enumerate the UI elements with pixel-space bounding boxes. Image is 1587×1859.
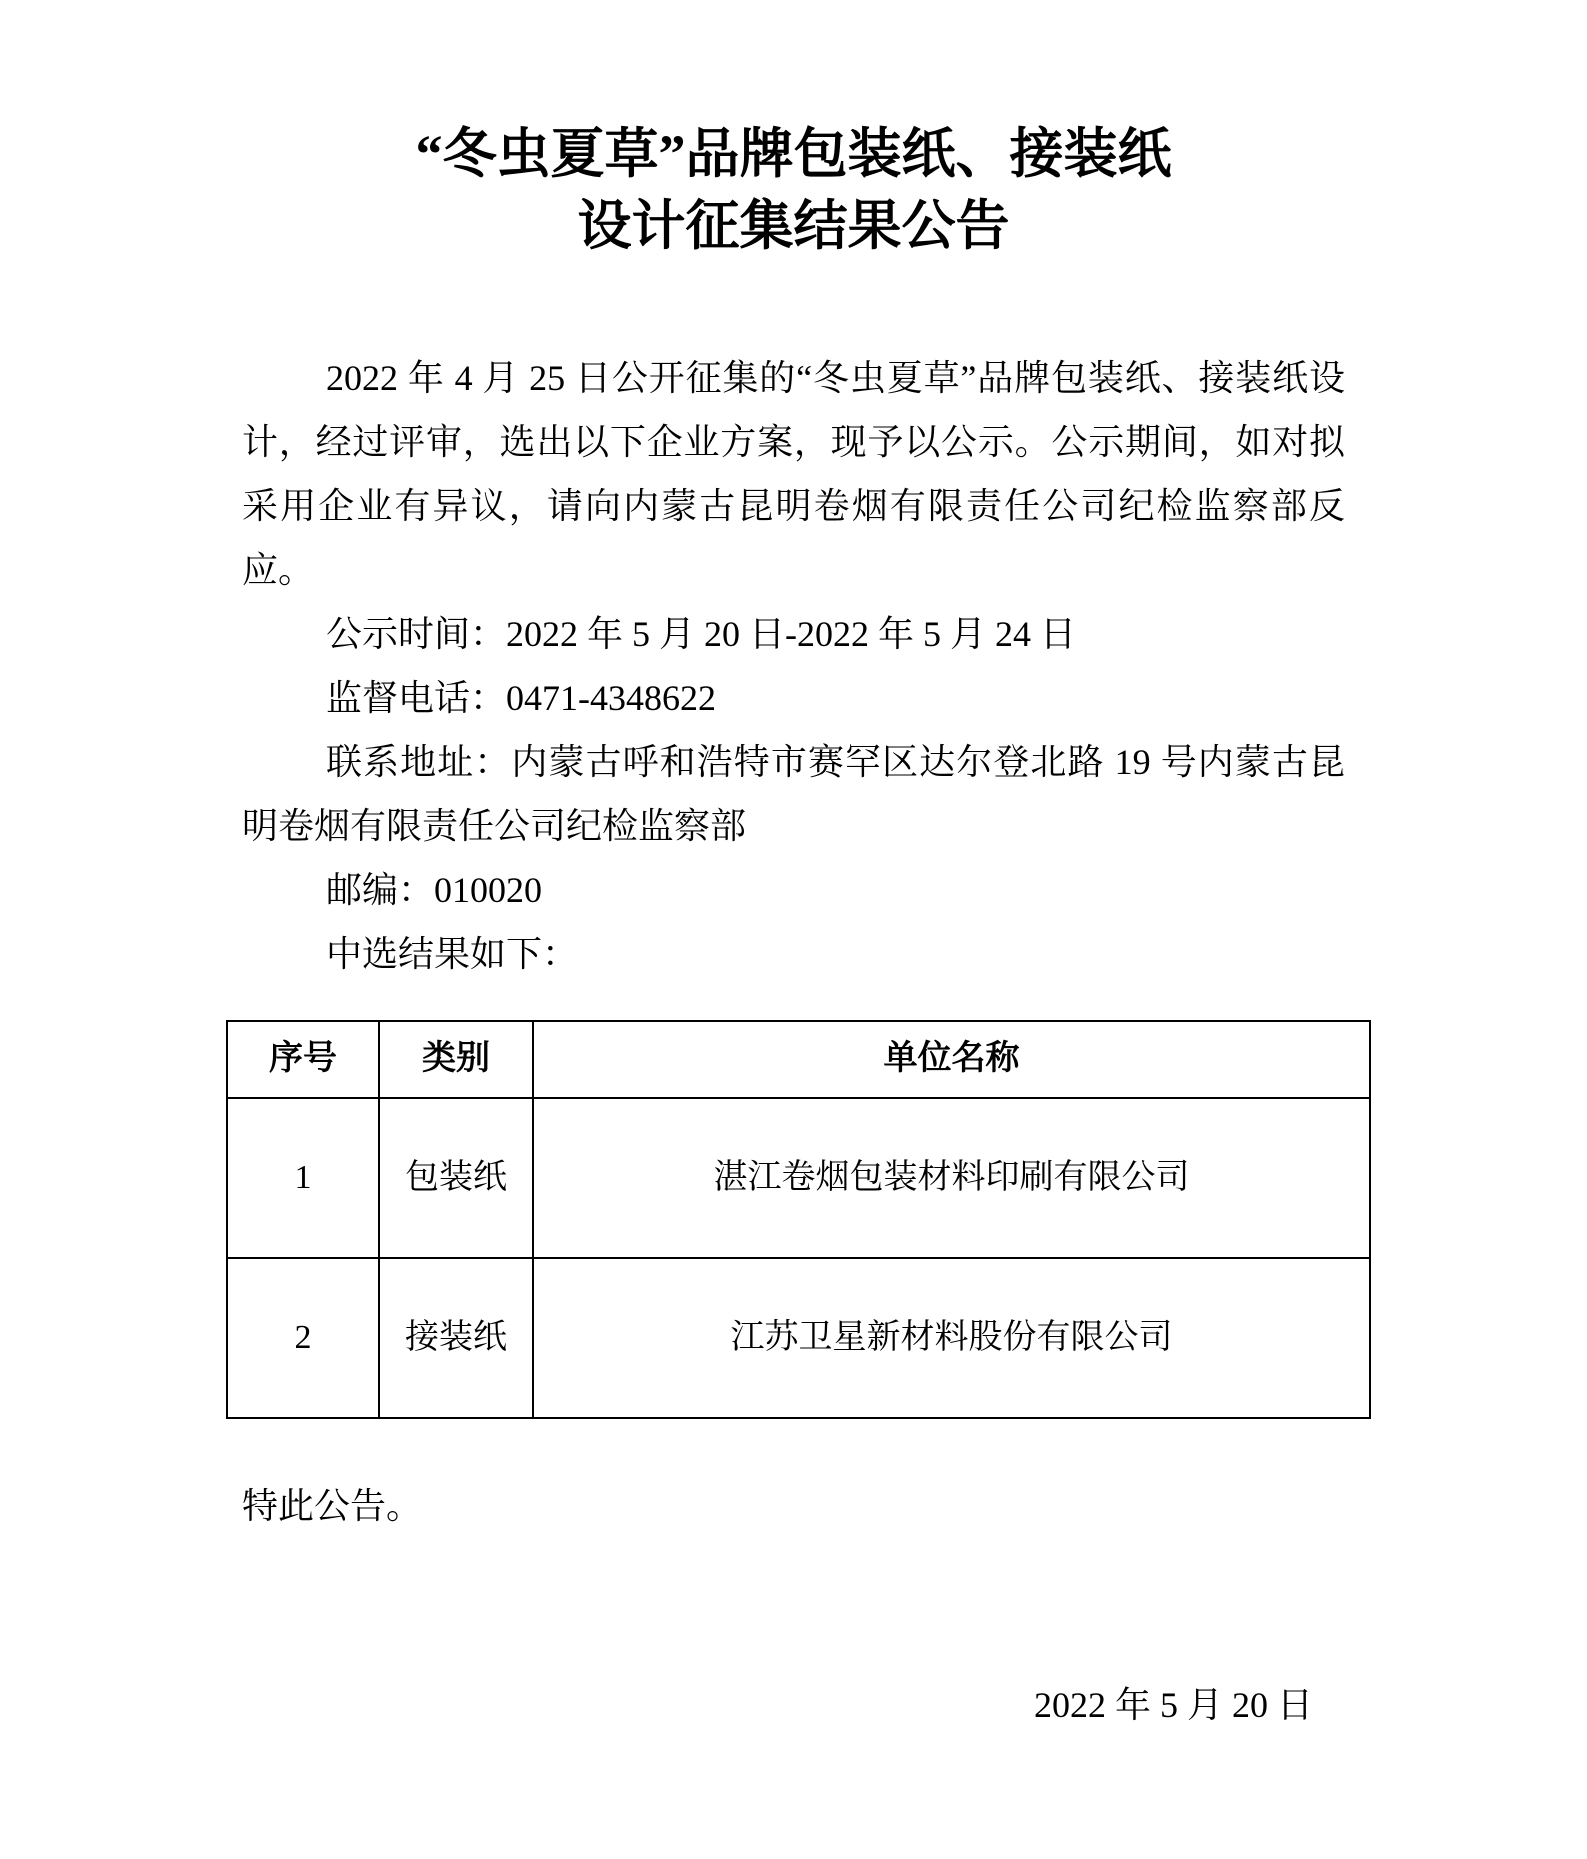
cell-no: 2: [227, 1258, 379, 1418]
header-cell-no: 序号: [227, 1021, 379, 1098]
cell-company: 湛江卷烟包装材料印刷有限公司: [533, 1098, 1370, 1258]
supervision-phone-line: 监督电话：0471-4348622: [326, 678, 716, 718]
cell-no: 1: [227, 1098, 379, 1258]
header-cell-company: 单位名称: [533, 1021, 1370, 1098]
date-line: 2022 年 5 月 20 日: [1033, 1685, 1313, 1725]
publicity-period-line: 公示时间：2022 年 5 月 20 日-2022 年 5 月 24 日: [326, 614, 1076, 654]
results-intro-line: 中选结果如下：: [326, 934, 579, 974]
header-cell-category: 类别: [379, 1021, 533, 1098]
page-title: [242, 118, 1345, 262]
cell-category: 包装纸: [379, 1098, 533, 1258]
title-line-2: 设计征集结果公告: [577, 196, 1010, 256]
results-table: [226, 1020, 1371, 1419]
intro-paragraph: 2022 年 4 月 25 日公开征集的“冬虫夏草”品牌包装纸、接装纸设计，经过评审，选出以下企业方案，现予以公示。公示期间，如对拟采用企业有异议，请向内蒙古昆明卷烟有限责任公司纪检监察部反应。: [242, 358, 1345, 590]
closing-line: 特此公告。: [242, 1486, 423, 1526]
contact-address-line: 联系地址：内蒙古呼和浩特市赛罕区达尔登北路 19 号内蒙古昆明卷烟有限责任公司纪检监察部: [242, 742, 1345, 846]
results-table-header: [227, 1021, 1370, 1098]
announcement-body: [242, 346, 1345, 986]
header-row: [227, 1021, 1370, 1098]
table-row: [227, 1098, 1370, 1258]
title-line-1: “冬虫夏草”品牌包装纸、接装纸: [415, 124, 1172, 184]
cell-category: 接装纸: [379, 1258, 533, 1418]
results-table-body: [227, 1098, 1370, 1418]
postal-code-line: 邮编：010020: [326, 870, 543, 910]
table-row: [227, 1258, 1370, 1418]
cell-company: 江苏卫星新材料股份有限公司: [533, 1258, 1370, 1418]
